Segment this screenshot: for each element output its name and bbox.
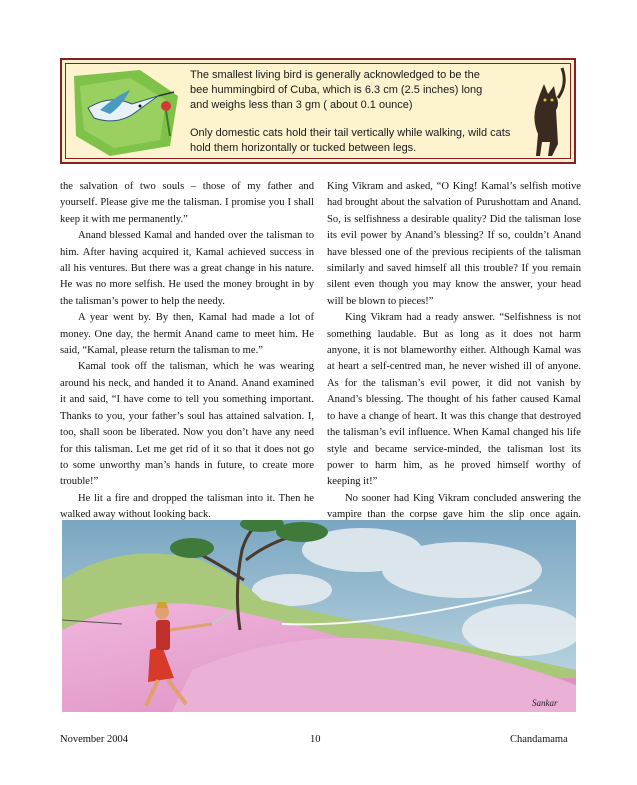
story-paragraph: Anand blessed Kamal and handed over the talisman to him. After having acquired it, Kamal achieved success in all his ventures. But there was a great change in his nature. He was no more selfish. He used the money brought in by the talisman’s power to help the needy. <box>60 230 314 307</box>
story-paragraph: the salvation of two souls – those of my father and yourself. Please give me the talisman. I promise you I shall keep it with me permanently.” <box>60 181 314 225</box>
story-paragraph: No sooner had King Vikram concluded answering the vampire than the corpse gave him the slip once again. <box>327 492 581 521</box>
fact-hummingbird: The smallest living bird is generally acknowledged to be the bee hummingbird of Cuba, which is 6.3 cm (2.5 inches) long and weighs less than 3 gm ( about 0.1 ounce) <box>190 69 483 111</box>
fact-box <box>60 58 576 164</box>
illustrator-signature: Sankar <box>532 698 558 708</box>
footer-date: November 2004 <box>60 734 128 745</box>
story-paragraph: Kamal took off the talisman, which he was wearing around his neck, and handed it to Anand. Anand examined it and said, “I have come to tell you something important. Thanks to you, your father’s soul has attained salvation. I, too, shall soon be liberated. Now you don’t have any need for this talisman. Let me get rid of it so that it does not go to some unworthy man’s hands in future, to create more trouble!” <box>60 361 314 488</box>
hummingbird-illustration <box>70 66 182 158</box>
story-column-right <box>327 179 581 540</box>
story-column-left <box>60 179 314 540</box>
cat-illustration <box>528 64 572 160</box>
story-paragraph: King Vikram and asked, “O King! Kamal’s selfish motive had brought about the salvation of Purushottam and Anand. So, is selfishness a desirable quality? Did the talisman lose its evil power by Anand’s blessing? If so, couldn’t Anand have blessed one of the previous recipients of the talisman similarly and saved himself all this trouble? If you remain silent even though you may know the answer, your head will be blown to pieces!” <box>327 181 581 307</box>
magazine-name: Chandamama <box>510 734 568 745</box>
story-paragraph: He lit a fire and dropped the talisman into it. Then he walked away without looking back. <box>60 492 314 521</box>
page-number: 10 <box>310 734 321 745</box>
story-paragraph: King Vikram had a ready answer. “Selfishness is not something laudable. But as long as it does not harm anyone, it is not blameworthy either. Although Kamal was at heart a self-centred man, he never wished ill of anyone. As for the talisman’s evil power, it did not vanish by Anand’s blessing. The thought of his father caused Kamal to have a change of heart. It was this change that destroyed the talisman’s evil influence. When Kamal changed his life style and became service-minded, the talisman lost its power to harm him, as he proved himself worthy of keeping it!” <box>327 312 581 488</box>
story-paragraph: A year went by. By then, Kamal had made a lot of money. One day, the hermit Anand came to meet him. He said, “Kamal, please return the talisman to me.” <box>60 312 314 357</box>
fact-cats: Only domestic cats hold their tail vertically while walking, wild cats hold them horizontally or tucked between legs. <box>190 127 511 154</box>
king-chase-illustration <box>62 520 576 712</box>
